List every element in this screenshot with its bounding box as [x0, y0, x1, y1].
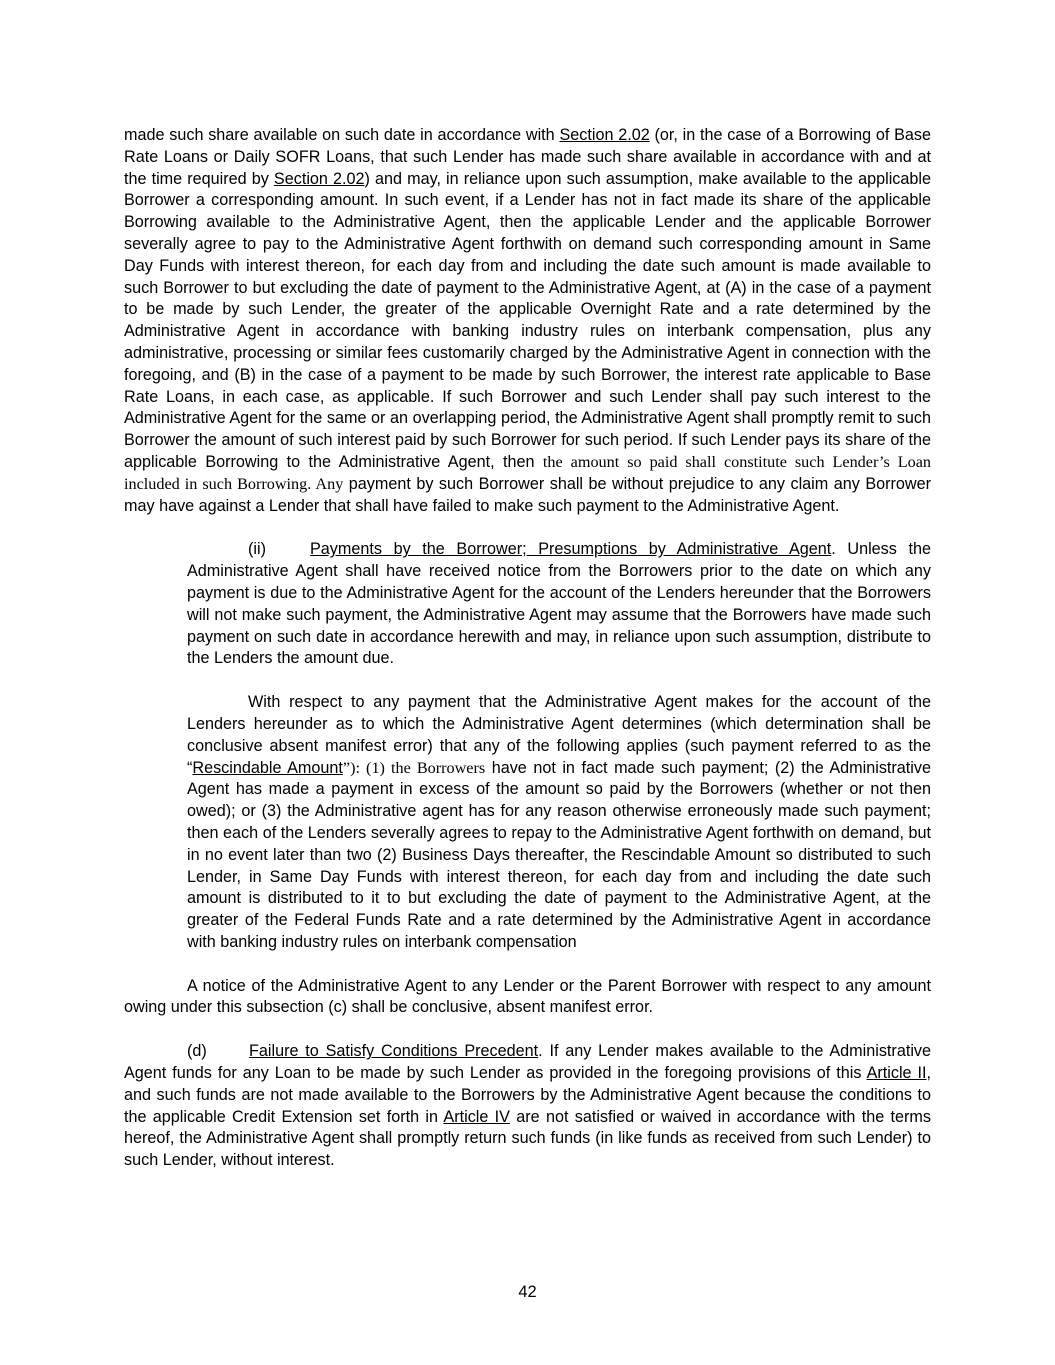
paragraph-rescindable [187, 692, 931, 954]
paragraph-text: are not satisfied or waived in accordance with the terms hereof, the Administrative Agent shall promptly return such funds (in like funds as received from such Lender) to such Lender, without interest. [124, 1107, 931, 1170]
paragraph-text: (or, in the case of a Borrowing of Base Rate Loans or Daily SOFR Loans, that such Lender has made such share available in accordance with and at the time required by [124, 126, 932, 188]
section-2-02-reference: Section 2.02 [559, 126, 650, 144]
paragraph-text: made such share available on such date in accordance with [124, 126, 560, 144]
paragraph-text: have not in fact made such payment; (2) the Administrative Agent has made a payment in excess of the amount so paid by the Borrowers (whether or not then owed); or (3) the Administrative agent has for any reason otherwise erroneously made such payment; then each of the Lenders severally agrees to repay to the Administrative Agent forthwith on demand, but in no event later than two (2) Business Days thereafter, the Rescindable Amount so distributed to such Lender, in Same Day Funds with interest thereon, for each day from and including the date such amount is distributed to it to but excluding the date of payment to the Administrative Agent, at the greater of the Federal Funds Rate and a rate determined by the Administrative Agent in accordance with banking industry rules on interbank compensation [187, 758, 931, 951]
article-ii-reference: Article II [866, 1064, 927, 1083]
paragraph-text: , and such funds are not made available to the Borrowers by the Administrative Agent because the conditions to the applicable Credit Extension set forth in [124, 1064, 932, 1126]
paragraph-text: . Unless the Administrative Agent shall have received notice from the Borrowers prior to the date on which any payment is due to the Administrative Agent for the account of the Lenders hereunder that the Borrowers will not make such payment, the Administrative Agent may assume that the Borrowers have made such payment on such date in accordance herewith and may, in reliance upon such assumption, distribute to the Lenders the amount due. [187, 540, 931, 668]
section-2-02-reference: Section 2.02 [273, 169, 365, 188]
paragraph-text: ) and may, in reliance upon such assumption, make available to the applicable Borrower a corresponding amount. In such event, if a Lender has not in fact made its share of the applicable Borrowing available to the Administrative Agent, then the applicable Lender and the applicable Borrower severally agree to pay to the Administrative Agent forthwith on demand such corresponding amount in Same Day Funds with interest thereon, for each day from and including the date such amount is made available to such Borrower to but excluding the date of payment to the Administrative Agent, at (A) in the case of a payment to be made by such Lender, the greater of the applicable Overnight Rate and a rate determined by the Administrative Agent in accordance with banking industry rules on interbank compensation, plus any administrative, processing or similar fees customarily charged by the Administrative Agent in connection with the foregoing, and (B) in the case of a payment to be made by such Borrower, the interest rate applicable to Base Rate Loans, in each case, as applicable. If such Borrower and such Lender shall pay such interest to the Administrative Agent for the same or an overlapping period, the Administrative Agent shall promptly remit to such Borrower the amount of such interest paid by such Borrower for such period. If such Lender pays its share of the applicable Borrowing to the Administrative Agent, then [124, 169, 931, 471]
article-iv-reference: Article IV [443, 1107, 510, 1126]
paragraph-notice [124, 976, 931, 1020]
paragraph-text: . If any Lender makes available to the Administrative Agent funds for any Loan to be made by such Lender as provided in the foregoing provisions of this [124, 1042, 932, 1083]
clause-label-d: (d) [187, 1042, 207, 1061]
paragraph-text: A notice of the Administrative Agent to any Lender or the Parent Borrower with respect to any amount owing under this subsection (c) shall be conclusive, absent manifest error. [124, 976, 931, 1017]
page-number: 42 [518, 1283, 537, 1301]
clause-heading-payments: Payments by the Borrower; Presumptions by Administrative Agent [310, 540, 832, 559]
paragraph-continuation [124, 125, 931, 517]
defined-term-rescindable-amount: Rescindable Amount [192, 758, 343, 777]
clause-heading-failure: Failure to Satisfy Conditions Precedent [249, 1042, 539, 1061]
clause-label-ii: (ii) [248, 540, 266, 559]
document-body [124, 125, 931, 1172]
indented-subsection [187, 539, 931, 953]
paragraph-ii [187, 539, 931, 670]
paragraph-text: payment by such Borrower shall be without prejudice to any claim any Borrower may have against a Lender that shall have failed to make such payment to the Administrative Agent. [124, 474, 931, 515]
paragraph-text-serif: ”): (1) the Borrowers [342, 758, 486, 777]
paragraph-text: With respect to any payment that the Administrative Agent makes for the account of the Lenders hereunder as to which the Administrative Agent determines (which determination shall be conclusive absent manifest error) that any of the following applies (such payment referred to as the “ [187, 693, 931, 777]
paragraph-text-serif: the amount so paid shall constitute such Lender’s Loan included in such Borrowing. Any [124, 452, 931, 493]
paragraph-d [124, 1041, 931, 1172]
